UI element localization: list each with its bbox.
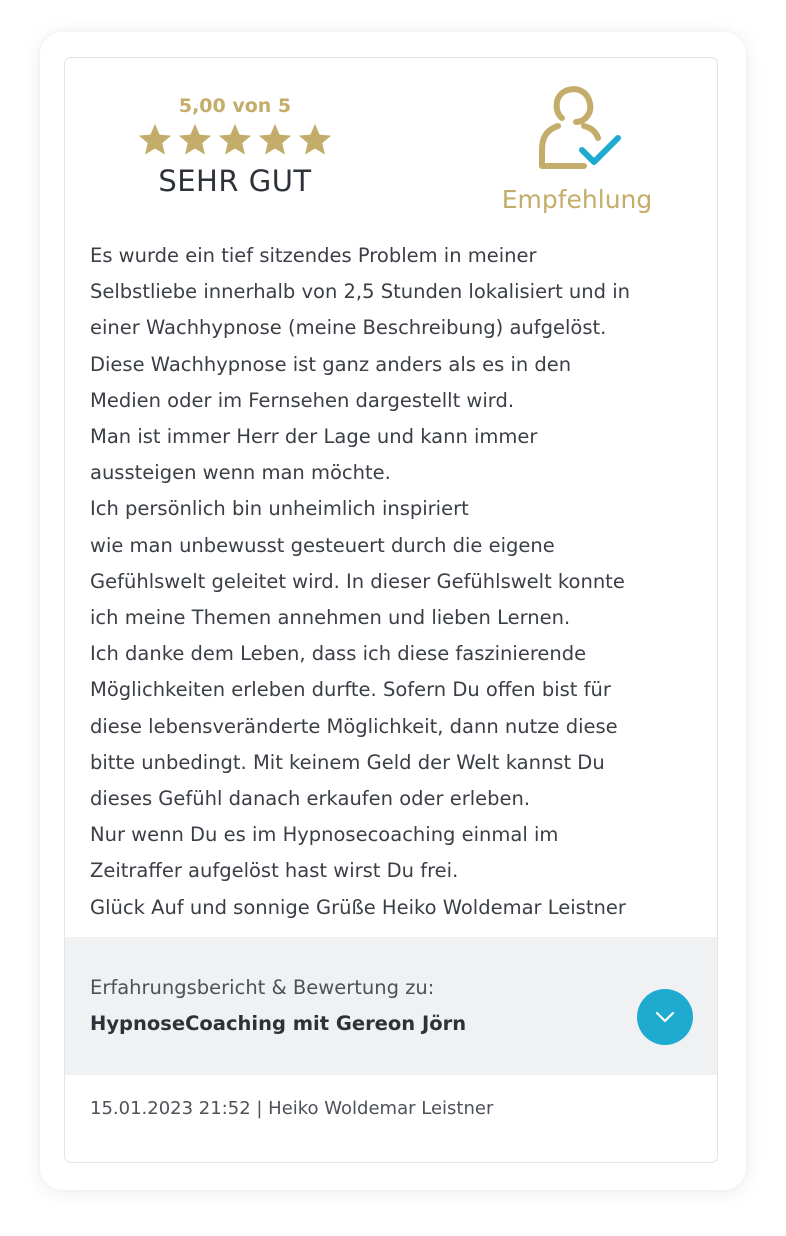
- star-icon: [216, 121, 254, 159]
- star-rating: [135, 121, 335, 161]
- product-label: Erfahrungsbericht & Bewertung zu:: [90, 976, 435, 999]
- star-icon: [256, 121, 294, 159]
- rating-block: [135, 94, 335, 199]
- star-icon: [176, 121, 214, 159]
- review-text: Es wurde ein tief sitzendes Problem in meiner Selbstliebe innerhalb von 2,5 Stunden lokalisiert und in einer Wachhypnose (meine Beschreibung) aufgelöst. Diese Wachhypnose ist ganz anders als es in den Medien oder im Fernsehen dargestellt wird. Man ist immer Herr der Lage und kann immer aussteigen wenn man möchte. Ich persönlich bin unheimlich inspiriert wie man unbewusst gesteuert durch die eigene Gefühlswelt geleitet wird. In dieser Gefühlswelt konnte ich meine Themen annehmen und lieben Lernen. Ich danke dem Leben, dass ich diese faszinierende Möglichkeiten erleben durfte. Sofern Du offen bist für diese lebensveränderte Möglichkeit, dann nutze diese bitte unbedingt. Mit keinem Geld der Welt kannst Du dieses Gefühl danach erkaufen oder erleben. Nur wenn Du es im Hypnosecoaching einmal im Zeitraffer aufgelöst hast wirst Du frei. Glück Auf und sonnige Grüße Heiko Woldemar Leistner: [90, 244, 630, 919]
- star-icon: [136, 121, 174, 159]
- chevron-down-icon: [654, 1010, 676, 1024]
- rating-verdict: SEHR GUT: [158, 164, 312, 198]
- star-icon: [296, 121, 334, 159]
- recommendation-block: [477, 80, 677, 215]
- expand-button[interactable]: [637, 989, 693, 1045]
- product-name: HypnoseCoaching mit Gereon Jörn: [90, 1012, 467, 1035]
- review-card: [64, 57, 718, 1163]
- rating-score: 5,00 von 5: [178, 95, 292, 117]
- recommendation-label: Empfehlung: [501, 185, 653, 214]
- person-check-icon: [532, 80, 622, 175]
- product-panel: [65, 937, 717, 1075]
- review-meta: 15.01.2023 21:52 | Heiko Woldemar Leistner: [90, 1098, 494, 1119]
